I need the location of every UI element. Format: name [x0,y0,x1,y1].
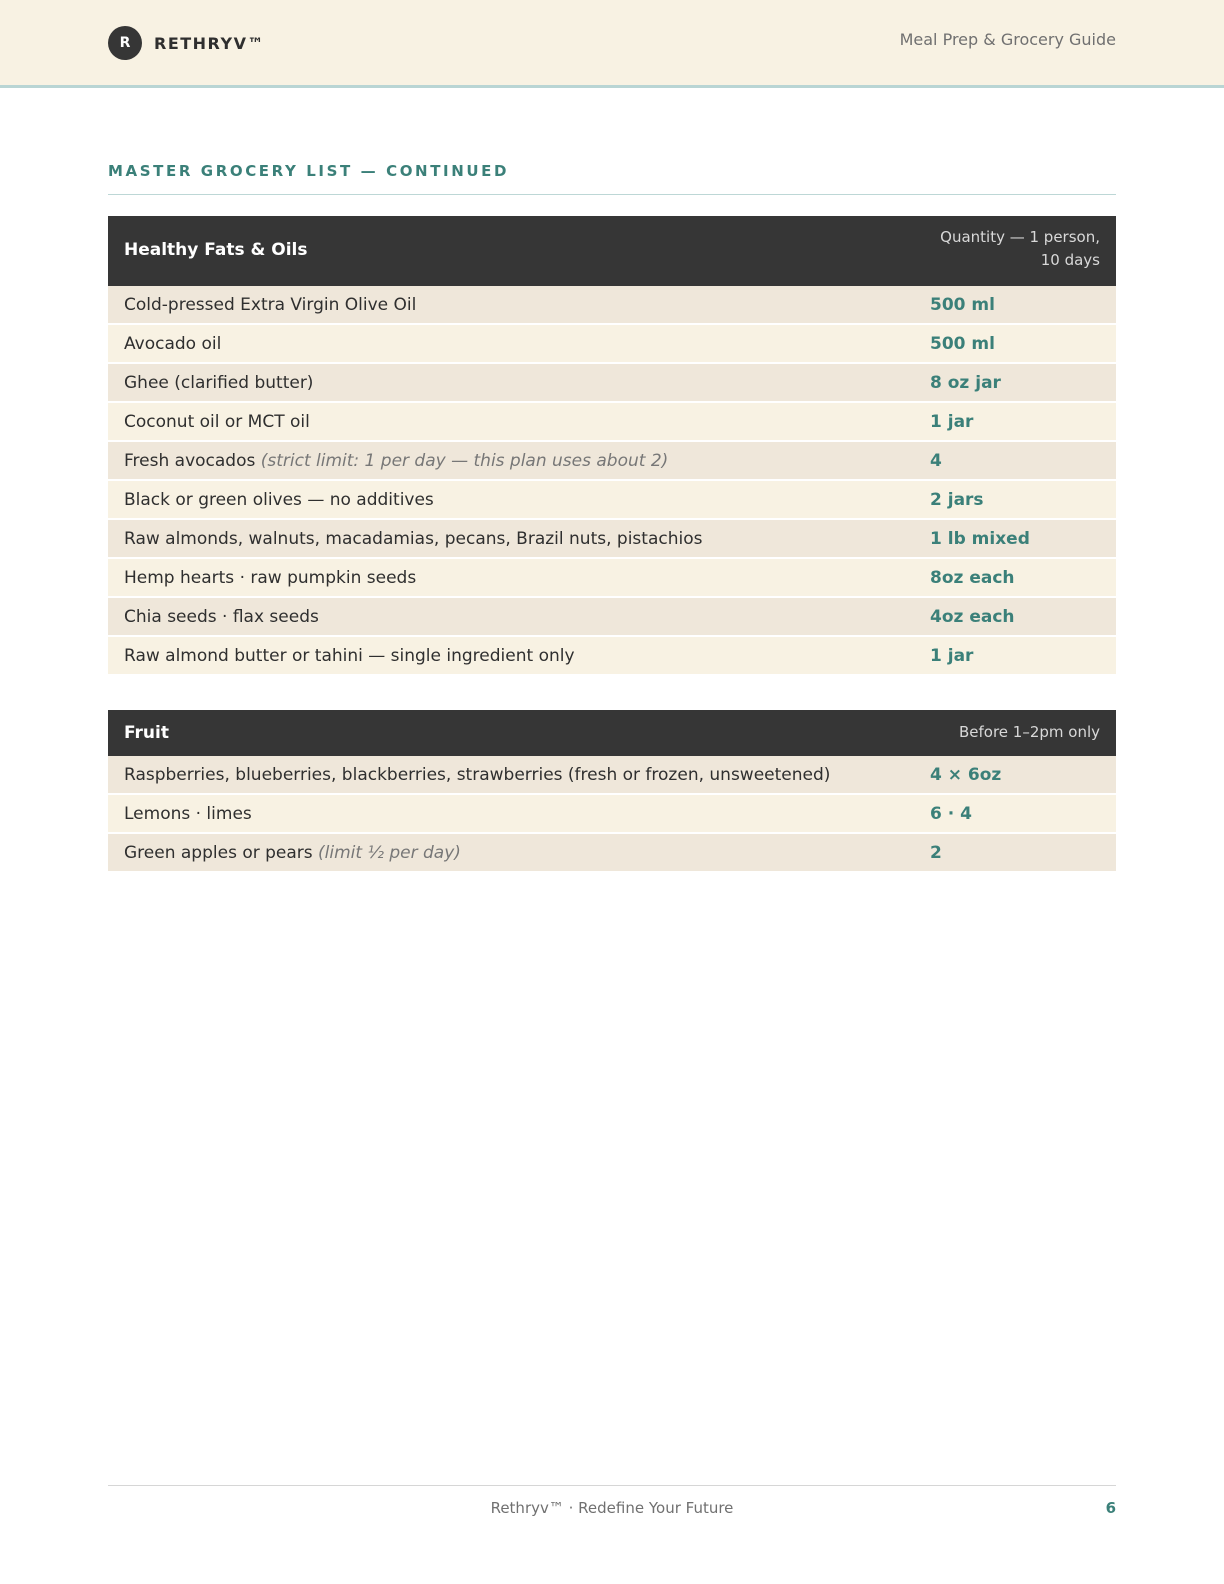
item-name: Lemons · limes [124,803,252,824]
brand-logo-icon: R [108,26,142,60]
item-cell [108,765,930,785]
item-name: Chia seeds · flax seeds [124,606,319,627]
item-cell [108,373,930,393]
quantity-cell: 4oz each [930,606,1015,627]
quantity-cell: 6 · 4 [930,803,972,824]
table-row [108,834,1116,873]
quantity-cell: 8 oz jar [930,372,1001,393]
quantity-cell: 500 ml [930,294,995,315]
table-row [108,559,1116,598]
item-cell [108,295,930,315]
item-name: Raspberries, blueberries, blackberries, strawberries (fresh or frozen, unsweetened) [124,764,831,785]
brand-name: RETHRYV™ [154,33,265,53]
item-cell [108,529,930,549]
item-cell [108,568,930,588]
item-cell [108,607,930,627]
quantity-header-line-2: 10 days [1040,251,1100,269]
item-cell [108,490,930,510]
table-body [108,756,1116,873]
table-row [108,598,1116,637]
document-title: Meal Prep & Grocery Guide [899,30,1116,49]
item-cell [108,334,930,354]
quantity-column-header [925,226,1100,272]
table-header [108,216,1116,286]
category-title: Healthy Fats & Oils [124,240,308,260]
table-header [108,710,1116,756]
footer-tagline: Rethryv™ · Redefine Your Future [490,1499,734,1517]
item-name: Cold-pressed Extra Virgin Olive Oil [124,294,417,315]
table-row [108,286,1116,325]
quantity-cell: 2 jars [930,489,984,510]
page-header [0,0,1224,88]
item-name: Ghee (clarified butter) [124,372,314,393]
quantity-cell: 1 jar [930,411,974,432]
item-cell [108,843,930,863]
item-name: Green apples or pears [124,842,319,863]
table-row [108,795,1116,834]
item-name: Coconut oil or MCT oil [124,411,310,432]
table-row [108,481,1116,520]
table-row [108,325,1116,364]
item-name: Black or green olives — no additives [124,489,434,510]
quantity-cell: 4 [930,450,942,471]
table-row [108,364,1116,403]
item-name: Raw almond butter or tahini — single ingredient only [124,645,575,666]
table-row [108,756,1116,795]
healthy-fats-table [108,216,1116,676]
section-heading: MASTER GROCERY LIST — CONTINUED [108,162,510,180]
quantity-cell: 500 ml [930,333,995,354]
quantity-column-header: Before 1–2pm only [958,723,1100,741]
item-cell [108,412,930,432]
table-row [108,520,1116,559]
quantity-cell: 1 lb mixed [930,528,1030,549]
quantity-header-line-1: Quantity — 1 person, [940,228,1100,246]
quantity-cell: 8oz each [930,567,1015,588]
section-divider [108,194,1116,195]
table-row [108,403,1116,442]
brand [108,26,265,60]
item-name: Hemp hearts · raw pumpkin seeds [124,567,417,588]
page-number: 6 [1105,1499,1116,1517]
item-note: (limit ½ per day) [318,842,461,863]
table-row [108,637,1116,676]
category-title: Fruit [124,723,169,743]
quantity-cell: 2 [930,842,942,863]
fruit-table [108,710,1116,873]
table-row [108,442,1116,481]
quantity-cell: 1 jar [930,645,974,666]
item-note: (strict limit: 1 per day — this plan uses about 2) [260,450,669,471]
quantity-cell: 4 × 6oz [930,764,1002,785]
item-name: Raw almonds, walnuts, macadamias, pecans, Brazil nuts, pistachios [124,528,703,549]
item-name: Fresh avocados [124,450,261,471]
item-cell [108,451,930,471]
footer-divider [108,1485,1116,1486]
table-body [108,286,1116,676]
item-cell [108,804,930,824]
item-name: Avocado oil [124,333,222,354]
item-cell [108,646,930,666]
